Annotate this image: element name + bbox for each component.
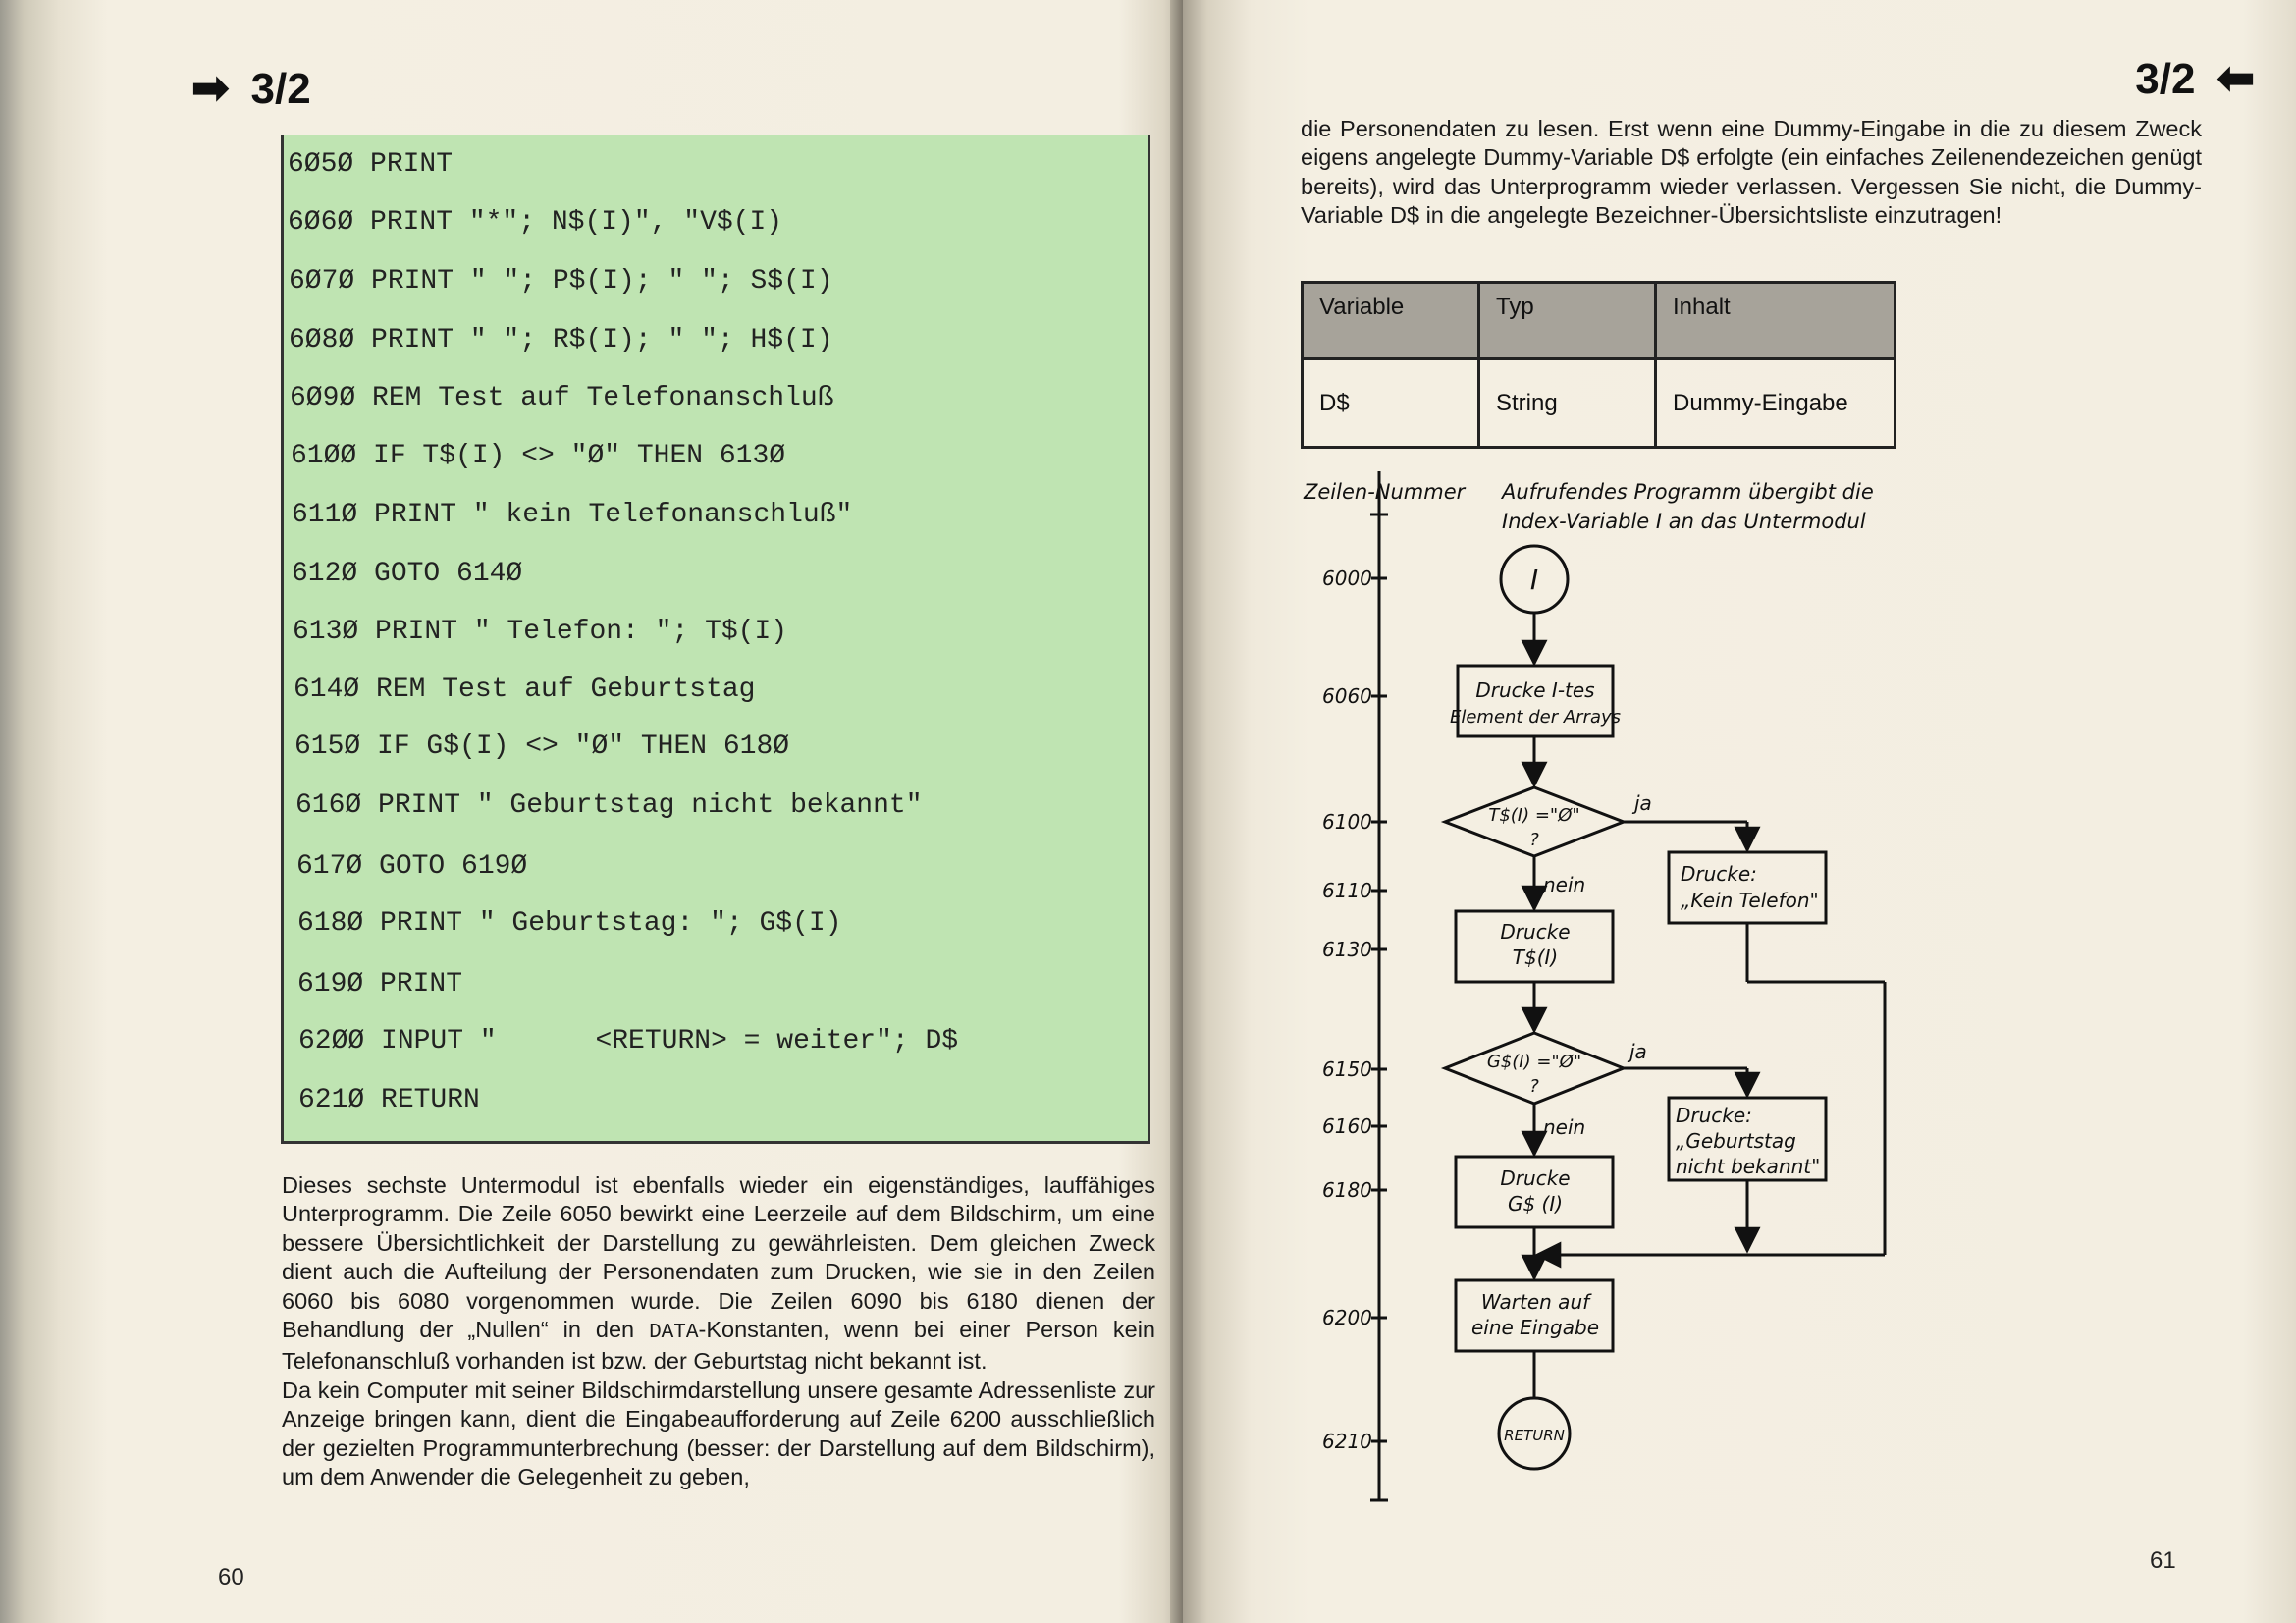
code-line: 6Ø7Ø PRINT " "; P$(I); " "; S$(I) (289, 266, 833, 297)
data-keyword: DATA (649, 1322, 699, 1345)
no-label: nein (1543, 873, 1586, 896)
yes-label: ja (1634, 791, 1652, 815)
caption-line: Aufrufendes Programm übergibt die (1502, 480, 1874, 504)
code-line: 62ØØ INPUT " <RETURN> = weiter"; D$ (298, 1026, 959, 1056)
node-label: G$ (I) (1507, 1192, 1564, 1216)
paragraph-text: -Konstanten, wenn bei einer Person kein Telefonanschluß vorhanden ist bzw. der Geburtstag nicht bekannt ist. (282, 1317, 1155, 1375)
section-header-right (2135, 51, 2255, 104)
paragraph (282, 1171, 1155, 1377)
section-number: 3/2 (250, 65, 311, 113)
page-number: 60 (218, 1564, 244, 1591)
paragraph: die Personendaten zu lesen. Erst wenn eine Dummy-Eingabe in die zu diesem Zweck eigens angelegte Dummy-Variable D$ erfolgte (ein einfaches Zeilenendezeichen genügt bereits), wird das Unterprogramm wieder verlassen. Vergessen Sie nicht, die Dummy-Variable D$ in die angelegte Bezeichner-Übersichtsliste einzutragen! (1301, 116, 2202, 229)
code-line: 61ØØ IF T$(I) <> "Ø" THEN 613Ø (291, 441, 786, 471)
table-cell: D$ (1303, 359, 1479, 448)
yes-label: ja (1629, 1040, 1647, 1063)
column-header: Inhalt (1656, 283, 1896, 359)
line-number-label: 6110 (1322, 879, 1372, 902)
line-number-label: 6000 (1322, 567, 1372, 590)
start-label: I (1529, 564, 1539, 596)
table-cell: String (1479, 359, 1656, 448)
code-line: 617Ø GOTO 619Ø (296, 851, 528, 882)
code-line: 613Ø PRINT " Telefon: "; T$(I) (293, 617, 788, 647)
decision-label: ? (1529, 1076, 1539, 1097)
code-line: 619Ø PRINT (297, 969, 463, 1000)
column-header: Variable (1303, 283, 1479, 359)
code-line: 618Ø PRINT " Geburtstag: "; G$(I) (297, 908, 842, 939)
code-line: 6Ø6Ø PRINT "*"; N$(I)", "V$(I) (288, 207, 783, 238)
code-line: 6Ø5Ø PRINT (288, 149, 454, 180)
no-label: nein (1543, 1115, 1586, 1139)
node-label: Drucke I-tes (1475, 678, 1595, 702)
code-line: 612Ø GOTO 614Ø (292, 559, 523, 589)
code-line: 611Ø PRINT " kein Telefonanschluß" (292, 500, 853, 530)
table-header-row (1303, 283, 1896, 359)
right-body-text (1301, 115, 2202, 231)
code-listing (281, 135, 1150, 1144)
column-header: Typ (1479, 283, 1656, 359)
flowchart (1296, 471, 1904, 1512)
left-body-text (282, 1171, 1155, 1491)
node-label: Drucke: (1676, 1104, 1752, 1127)
paragraph: Da kein Computer mit seiner Bildschirmdarstellung unsere gesamte Adressenliste zur Anzeige bringen kann, dient die Eingabeaufforderung auf Zeile 6200 ausschließlich der gezielten Programmunterbrechung (besser: der Darstellung auf dem Bildschirm), um dem Anwender die Gelegenheit zu geben, (282, 1377, 1155, 1490)
line-number-label: 6180 (1322, 1178, 1372, 1202)
line-number-label: 6210 (1322, 1430, 1372, 1453)
table-row (1303, 359, 1896, 448)
decision-label: T$(I) ="Ø" (1488, 805, 1580, 826)
table-cell: Dummy-Eingabe (1656, 359, 1896, 448)
axis-title: Zeilen-Nummer (1304, 480, 1466, 504)
caption-line: Index-Variable I an das Untermodul (1502, 510, 1866, 533)
right-arrow-icon: ➡ (191, 62, 230, 113)
line-number-label: 6060 (1322, 684, 1372, 708)
node-label: „Geburtstag (1676, 1129, 1796, 1153)
paragraph-text: Dieses sechste Untermodul ist ebenfalls wieder ein eigenständiges, lauffähiges Unterprogramm. Die Zeile 6050 bewirkt eine Leerzeile auf dem Bildschirm, um eine bessere Übersichtlichkeit der Darstellung zu gewährleisten. Dem gleichen Zweck dient auch die Aufteilung der Personendaten zum Drucken, wie sie in den Zeilen 6060 bis 6080 vorgenommen wurde. Die Zeilen 6090 bis 6180 dienen der Behandlung der „Nullen“ in den (282, 1172, 1155, 1343)
node-label: T$(I) (1512, 946, 1559, 969)
code-line: 621Ø RETURN (298, 1085, 480, 1115)
code-line: 614Ø REM Test auf Geburtstag (294, 675, 756, 705)
code-line: 615Ø IF G$(I) <> "Ø" THEN 618Ø (294, 731, 790, 762)
section-number: 3/2 (2135, 55, 2196, 103)
line-number-label: 6130 (1322, 938, 1372, 961)
node-label: Warten auf (1480, 1290, 1590, 1314)
left-arrow-icon: ⬅ (2216, 52, 2255, 103)
node-label: „Kein Telefon" (1681, 889, 1819, 912)
node-label: Drucke (1500, 1166, 1571, 1190)
code-line: 616Ø PRINT " Geburtstag nicht bekannt" (295, 790, 923, 821)
page-number: 61 (2150, 1547, 2176, 1574)
line-number-label: 6150 (1322, 1057, 1372, 1081)
code-line: 6Ø8Ø PRINT " "; R$(I); " "; H$(I) (289, 325, 833, 355)
line-number-label: 6100 (1322, 810, 1372, 834)
node-label: Drucke: (1681, 862, 1757, 886)
node-label: Drucke (1500, 920, 1571, 944)
line-number-label: 6160 (1322, 1114, 1372, 1138)
variable-table (1301, 281, 1896, 449)
node-label: eine Eingabe (1470, 1316, 1600, 1339)
node-label: Element der Arrays (1449, 707, 1622, 728)
code-line: 6Ø9Ø REM Test auf Telefonanschluß (290, 383, 834, 413)
node-label: nicht bekannt" (1676, 1155, 1821, 1178)
end-label: RETURN (1504, 1427, 1565, 1444)
line-number-label: 6200 (1322, 1306, 1372, 1329)
decision-label: G$(I) ="Ø" (1486, 1052, 1582, 1072)
section-header-left (191, 61, 311, 114)
decision-label: ? (1529, 830, 1539, 850)
